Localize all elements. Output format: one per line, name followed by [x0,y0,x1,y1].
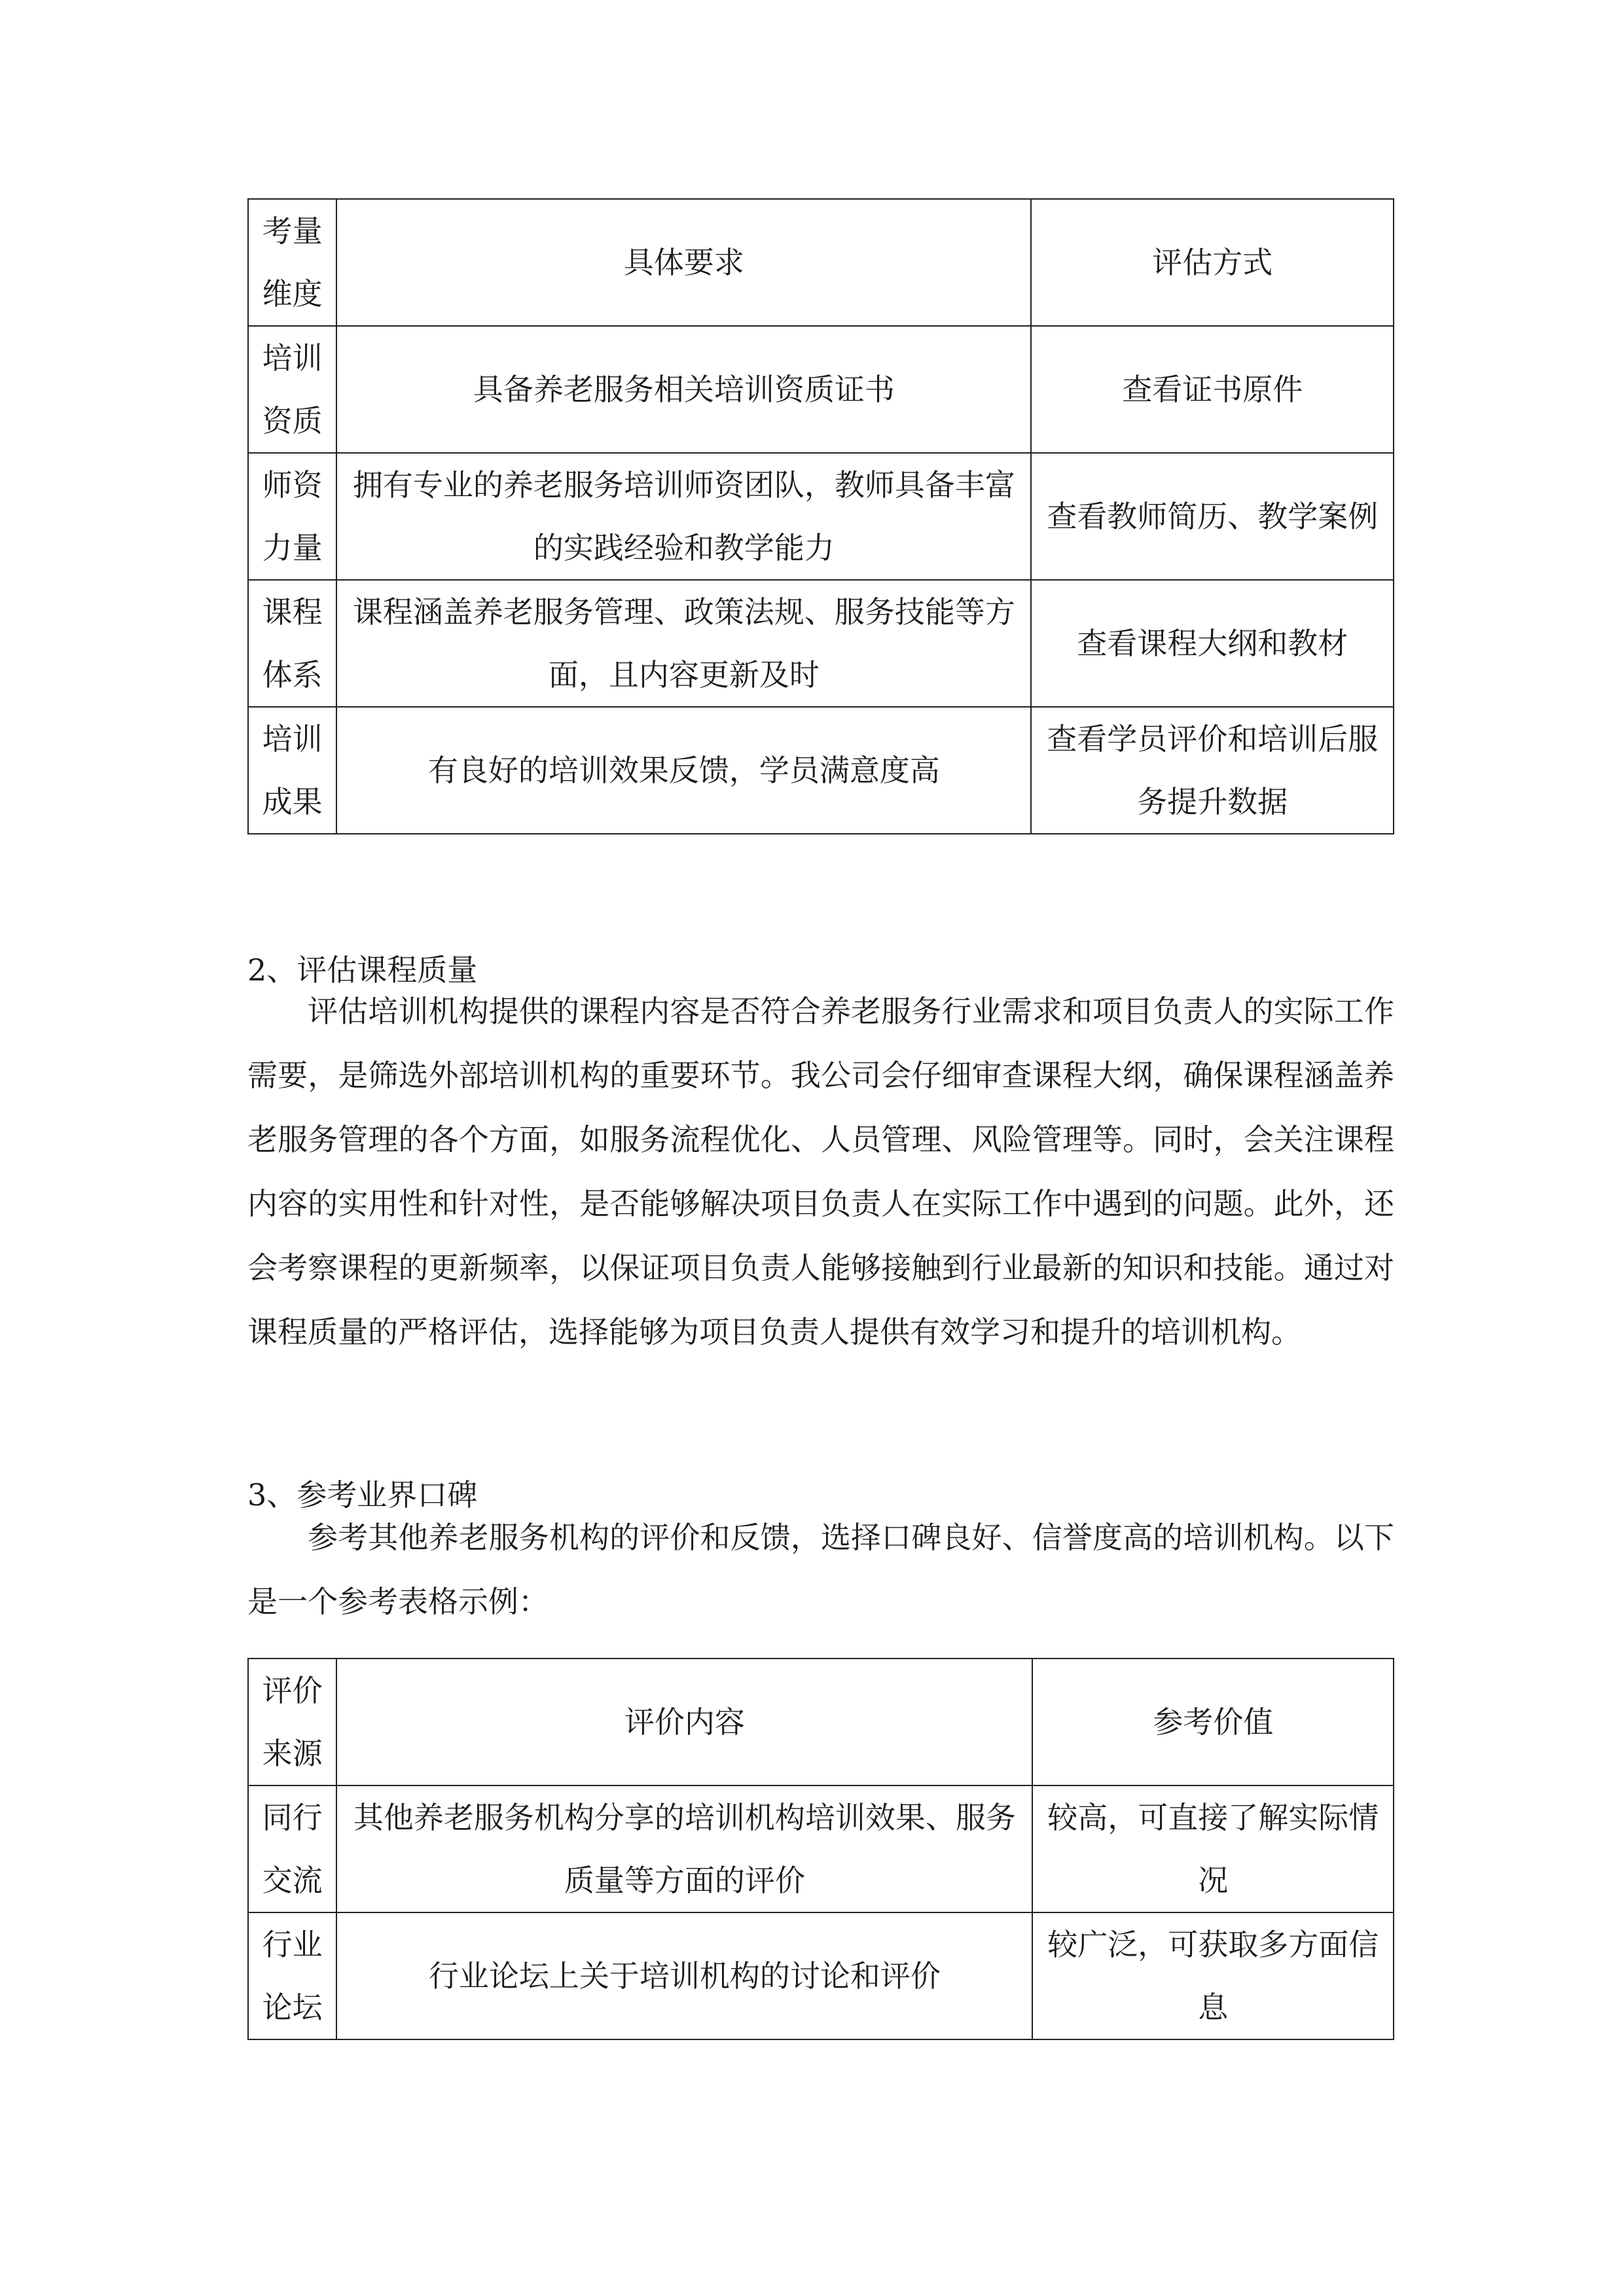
table-row [248,1912,1394,2039]
row-value: 较高，可直接了解实际情况 [1032,1785,1394,1912]
table-row [248,707,1394,834]
row-dimension: 培训成果 [248,707,336,834]
row-requirement: 课程涵盖养老服务管理、政策法规、服务技能等方面，且内容更新及时 [336,580,1031,707]
row-requirement: 有良好的培训效果反馈，学员满意度高 [336,707,1031,834]
row-method: 查看证书原件 [1031,326,1394,453]
row-method: 查看学员评价和培训后服务提升数据 [1031,707,1394,834]
row-dimension: 培训资质 [248,326,336,453]
reputation-reference-table [247,1658,1394,2040]
section-3-heading: 3、参考业界口碑 [247,1477,478,1513]
row-method: 查看课程大纲和教材 [1031,580,1394,707]
header-value: 参考价值 [1032,1659,1394,1785]
row-source: 行业论坛 [248,1912,336,2039]
row-dimension: 师资力量 [248,453,336,580]
row-dimension: 课程体系 [248,580,336,707]
table-header-row [248,199,1394,326]
section-2-paragraph: 评估培训机构提供的课程内容是否符合养老服务行业需求和项目负责人的实际工作需要，是筛选外部培训机构的重要环节。我公司会仔细审查课程大纲，确保课程涵盖养老服务管理的各个方面，如服务流程优化、人员管理、风险管理等。同时，会关注课程内容的实用性和针对性，是否能够解决项目负责人在实际工作中遇到的问题。此外，还会考察课程的更新频率，以保证项目负责人能够接触到行业最新的知识和技能。通过对课程质量的严格评估，选择能够为项目负责人提供有效学习和提升的培训机构。 [247,994,1394,1350]
row-method: 查看教师简历、教学案例 [1031,453,1394,580]
row-requirement: 具备养老服务相关培训资质证书 [336,326,1031,453]
header-dimension: 考量维度 [248,199,336,326]
evaluation-criteria-table [247,198,1394,834]
table-row [248,453,1394,580]
header-requirement: 具体要求 [336,199,1031,326]
table-row [248,580,1394,707]
row-source: 同行交流 [248,1785,336,1912]
row-content: 行业论坛上关于培训机构的讨论和评价 [336,1912,1032,2039]
table-row [248,1785,1394,1912]
section-3-paragraph: 参考其他养老服务机构的评价和反馈，选择口碑良好、信誉度高的培训机构。以下是一个参考表格示例： [247,1520,1394,1619]
table-row [248,326,1394,453]
header-source: 评价来源 [248,1659,336,1785]
row-value: 较广泛，可获取多方面信息 [1032,1912,1394,2039]
row-requirement: 拥有专业的养老服务培训师资团队，教师具备丰富的实践经验和教学能力 [336,453,1031,580]
section-2-heading: 2、评估课程质量 [247,952,478,988]
header-method: 评估方式 [1031,199,1394,326]
header-content: 评价内容 [336,1659,1032,1785]
table-header-row [248,1659,1394,1785]
row-content: 其他养老服务机构分享的培训机构培训效果、服务质量等方面的评价 [336,1785,1032,1912]
